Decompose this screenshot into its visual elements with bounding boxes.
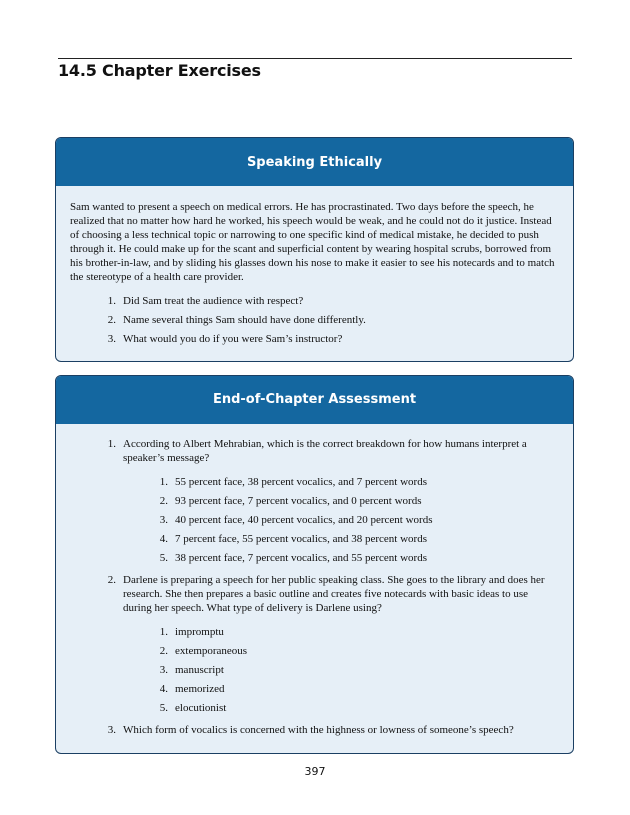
question-text: What would you do if you were Sam’s instructor? [123, 333, 343, 345]
speaking-ethically-box [55, 137, 574, 362]
option-number: 4. [159, 683, 168, 695]
question-text: Did Sam treat the audience with respect? [123, 295, 304, 307]
question-number: 1. [107, 295, 116, 307]
answer-option [123, 625, 557, 639]
question-number: 1. [107, 438, 116, 450]
answer-option [123, 663, 557, 677]
option-text: 55 percent face, 38 percent vocalics, and 7 percent words [175, 476, 427, 488]
option-number: 3. [159, 514, 168, 526]
assessment-question-list [56, 437, 573, 737]
ethics-question [56, 294, 573, 308]
answer-option [123, 682, 557, 696]
question-number: 3. [107, 333, 116, 345]
page-number: 397 [304, 765, 326, 778]
assessment-question [56, 573, 573, 715]
speaking-ethically-title: Speaking Ethically [56, 138, 573, 186]
question-text: According to Albert Mehrabian, which is the correct breakdown for how humans interpret a speaker’s message? [123, 438, 527, 464]
option-text: elocutionist [175, 702, 227, 714]
assessment-question [56, 437, 573, 565]
answer-option [123, 494, 557, 508]
ethics-question-list [56, 294, 573, 346]
answer-option [123, 532, 557, 546]
assessment-title: End-of-Chapter Assessment [56, 376, 573, 424]
option-text: 38 percent face, 7 percent vocalics, and 55 percent words [175, 552, 427, 564]
option-number: 5. [159, 552, 168, 564]
option-text: manuscript [175, 664, 224, 676]
option-text: impromptu [175, 626, 224, 638]
answer-option [123, 475, 557, 489]
option-number: 5. [159, 702, 168, 714]
option-text: 40 percent face, 40 percent vocalics, and 20 percent words [175, 514, 433, 526]
ethics-question [56, 313, 573, 327]
question-text: Name several things Sam should have done differently. [123, 314, 366, 326]
header-rule [58, 58, 572, 59]
question-number: 2. [107, 574, 116, 586]
answer-options [123, 625, 557, 715]
option-number: 3. [159, 664, 168, 676]
option-number: 2. [159, 495, 168, 507]
question-number: 3. [107, 724, 116, 736]
option-number: 1. [159, 626, 168, 638]
answer-option [123, 513, 557, 527]
option-number: 2. [159, 645, 168, 657]
option-text: memorized [175, 683, 225, 695]
question-text: Which form of vocalics is concerned with the highness or lowness of someone’s speech? [123, 724, 514, 736]
option-number: 1. [159, 476, 168, 488]
question-number: 2. [107, 314, 116, 326]
section-title: 14.5 Chapter Exercises [58, 61, 261, 80]
assessment-box [55, 375, 574, 754]
option-number: 4. [159, 533, 168, 545]
answer-option [123, 644, 557, 658]
answer-option [123, 551, 557, 565]
scenario-paragraph: Sam wanted to present a speech on medical errors. He has procrastinated. Two days before the speech, he realized that no matter how hard he worked, his speech would be weak, and he could not do it justice. Instead of choosing a less technical topic or narrowing to one specific kind of medical mistake, he decided to push through it. He could make up for the scant and superficial content by wearing hospital scrubs, borrowed from his brother-in-law, and by sliding his glasses down his nose to make it easier to see his notecards and to match the stereotype of a health care provider. [70, 201, 555, 283]
answer-options [123, 475, 557, 565]
option-text: 93 percent face, 7 percent vocalics, and 0 percent words [175, 495, 422, 507]
option-text: 7 percent face, 55 percent vocalics, and 38 percent words [175, 533, 427, 545]
answer-option [123, 701, 557, 715]
option-text: extemporaneous [175, 645, 248, 657]
assessment-question [56, 723, 573, 737]
ethics-question [56, 332, 573, 346]
question-text: Darlene is preparing a speech for her public speaking class. She goes to the library and does her research. She then prepares a basic outline and creates five notecards with basic ideas to use during her speech. What type of delivery is Darlene using? [123, 574, 545, 614]
